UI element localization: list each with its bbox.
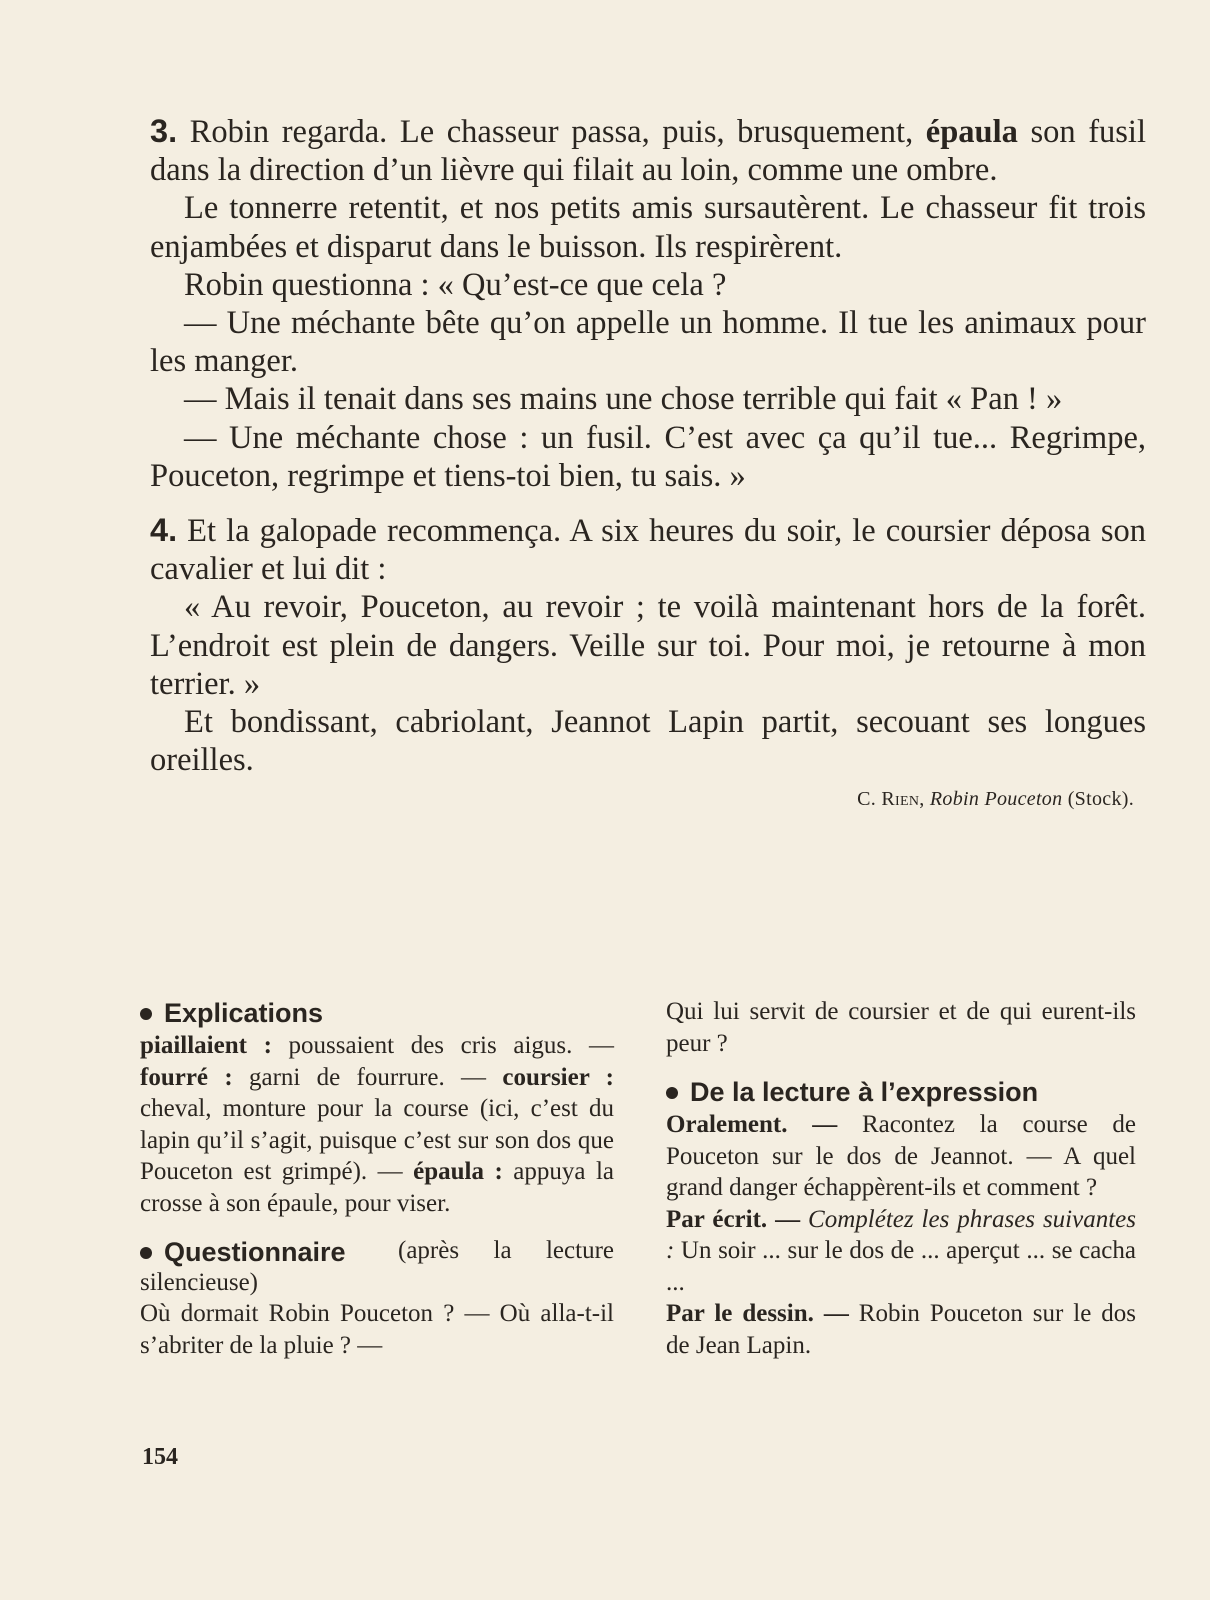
oral-exercise: [666, 1109, 1136, 1204]
heading-text: De la lecture à l’expression: [690, 1077, 1039, 1107]
questionnaire-text-left: Où dormait Robin Pouceton ? — Où alla-t-il s’abriter de la pluie ? —: [140, 1300, 614, 1359]
text: Et la galopade recommença. A six heures du soir, le coursier déposa son cavalier et lui dit :: [150, 513, 1146, 588]
bullet-icon: [140, 1247, 152, 1259]
left-column: [140, 996, 614, 1361]
heading-text: Explications: [164, 998, 324, 1028]
term: épaula :: [413, 1158, 503, 1185]
bullet-icon: [140, 1008, 152, 1020]
term: piaillaient :: [140, 1032, 272, 1059]
paragraph: Le tonnerre retentit, et nos petits amis sursautèrent. Le chasseur fit trois enjambées et disparut dans le buisson. Ils respirèrent.: [150, 190, 1146, 265]
explications-text: [140, 1030, 614, 1219]
text: son fusil dans la direction d’un lièvre qui filait au loin, comme une ombre.: [150, 114, 1146, 189]
text: Robin Pouceton sur le dos de Jean Lapin.: [666, 1300, 1136, 1359]
drawing-exercise: [666, 1298, 1136, 1361]
definition: cheval, monture pour la course (ici, c’est du lapin qu’il s’agit, puisque c’est sur son dos que Pouceton est grimpé). —: [140, 1095, 614, 1185]
paragraph: — Une méchante bête qu’on appelle un homme. Il tue les animaux pour les manger.: [150, 305, 1146, 380]
credit-initial: C.: [857, 788, 882, 811]
section-number: 3.: [150, 113, 178, 149]
text: Racontez la course de Pouceton sur le dos de Jeannot. — A quel grand danger échappèrent-ils et comment ?: [666, 1111, 1137, 1201]
credit-publisher: (Stock).: [1062, 788, 1134, 811]
paragraph: « Au revoir, Pouceton, au revoir ; te voilà maintenant hors de la forêt. L’endroit est plein de dangers. Veille sur toi. Pour moi, je retourne à mon terrier. »: [150, 589, 1146, 702]
questionnaire-text-right: Qui lui servit de coursier et de qui eurent-ils peur ?: [666, 998, 1136, 1057]
right-column: [666, 996, 1136, 1361]
term: fourré :: [140, 1063, 233, 1091]
bold-word: épaula: [925, 114, 1018, 150]
paragraph-4: [150, 511, 1146, 588]
source-credit: C. Rien, Robin Pouceton (Stock).: [857, 788, 1134, 811]
paragraph: — Une méchante chose : un fusil. C’est avec ça qu’il tue... Regrimpe, Pouceton, regrimpe et tiens-toi bien, tu sais. »: [150, 419, 1146, 494]
label: Oralement. —: [666, 1111, 838, 1138]
label: Par écrit. —: [666, 1205, 801, 1233]
story-text: [150, 112, 1146, 811]
expression-heading: [666, 1075, 1136, 1109]
text: Un soir ... sur le dos de ... aperçut ... se cacha ...: [666, 1237, 1136, 1296]
paragraph: — Mais il tenait dans ses mains une chose terrible qui fait « Pan ! »: [184, 381, 1063, 418]
definition: appuya la crosse à son épaule, pour viser.: [140, 1158, 615, 1217]
page-number: 154: [142, 1444, 178, 1470]
definition: garni de fourrure. —: [232, 1063, 503, 1091]
credit-author: Rien: [881, 788, 920, 811]
instruction: Complétez les phrases suivantes :: [666, 1205, 1136, 1264]
text: Robin regarda. Le chasseur passa, puis, brusquement,: [177, 114, 926, 150]
definition: poussaient des cris aigus. —: [271, 1032, 614, 1059]
written-exercise: [666, 1204, 1136, 1299]
questionnaire-note: (après la lecture silencieuse): [140, 1237, 614, 1296]
label: Par le dessin. —: [666, 1300, 849, 1327]
credit-title: Robin Pouceton: [929, 788, 1063, 811]
paragraph-3: [150, 112, 1146, 189]
section-number: 4.: [150, 512, 178, 549]
paragraph: Robin questionna : « Qu’est-ce que cela ?: [184, 266, 727, 303]
heading-text: Questionnaire: [164, 1237, 346, 1267]
explications-heading: [140, 996, 614, 1030]
term: coursier :: [502, 1063, 614, 1091]
paragraph: Et bondissant, cabriolant, Jeannot Lapin partit, secouant ses longues oreilles.: [150, 704, 1146, 779]
bullet-icon: [666, 1087, 678, 1099]
